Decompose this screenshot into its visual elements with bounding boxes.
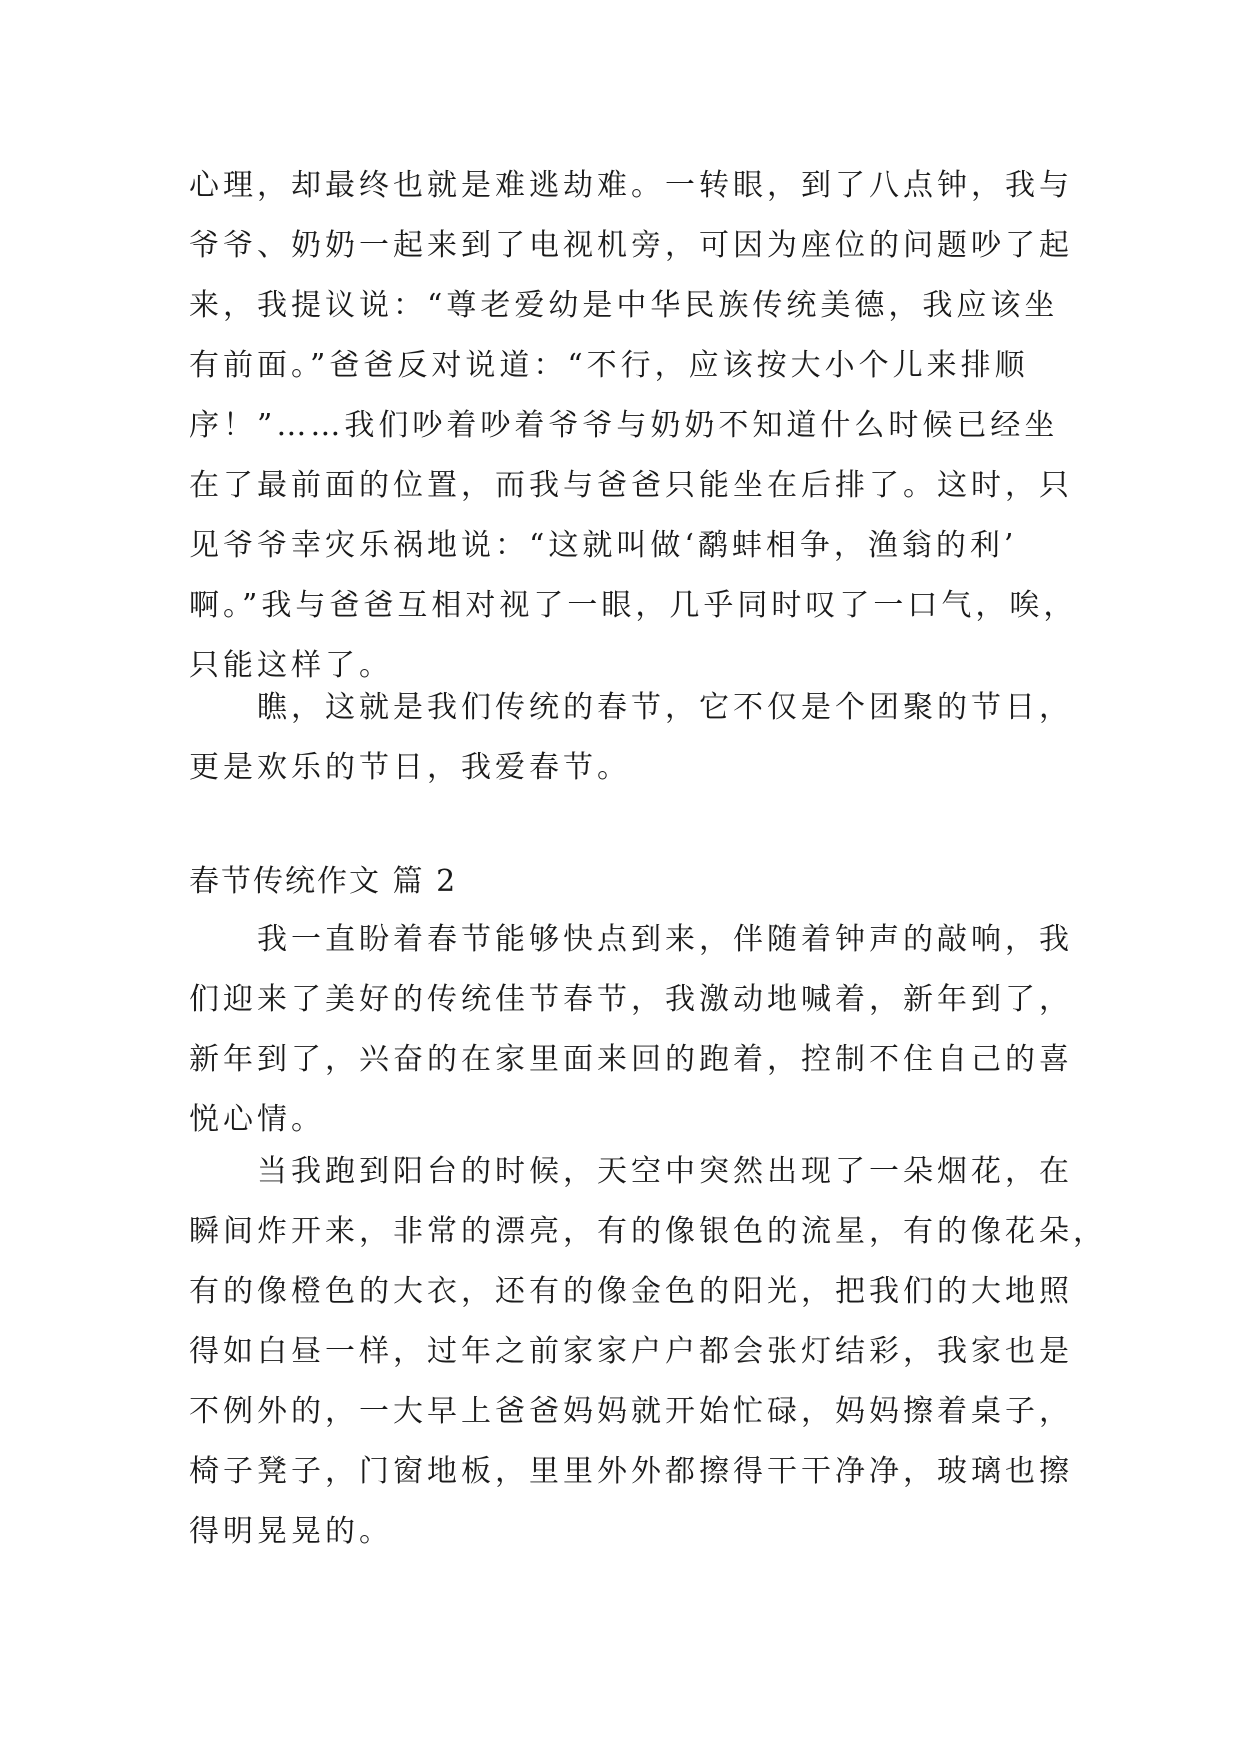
text-line: 悦心情。 <box>189 1102 325 1137</box>
text-line: 见爷爷幸灾乐祸地说：“这就叫做‘鹬蚌相争，渔翁的利’ <box>189 528 1018 563</box>
text-line: 我一直盼着春节能够快点到来，伴随着钟声的敲响，我 <box>257 922 1073 957</box>
text-line: 爷爷、奶奶一起来到了电视机旁，可因为座位的问题吵了起 <box>189 228 1073 263</box>
text-line: 序！”……我们吵着吵着爷爷与奶奶不知道什么时候已经坐 <box>189 408 1059 443</box>
text-line: 新年到了，兴奋的在家里面来回的跑着，控制不住自己的喜 <box>189 1042 1073 1077</box>
paragraph-4 <box>189 1142 1107 1562</box>
text-line: 得明晃晃的。 <box>189 1514 393 1549</box>
paragraph-2 <box>189 678 1073 798</box>
text-line: 更是欢乐的节日，我爱春节。 <box>189 750 631 785</box>
text-line: 来，我提议说：“尊老爱幼是中华民族传统美德，我应该坐 <box>189 288 1059 323</box>
text-line: 们迎来了美好的传统佳节春节，我激动地喊着，新年到了， <box>189 982 1073 1017</box>
text-line: 瞧，这就是我们传统的春节，它不仅是个团聚的节日， <box>257 690 1073 725</box>
text-line: 不例外的，一大早上爸爸妈妈就开始忙碌，妈妈擦着桌子， <box>189 1394 1073 1429</box>
text-line: 只能这样了。 <box>189 648 393 683</box>
text-line: 在了最前面的位置，而我与爸爸只能坐在后排了。这时，只 <box>189 468 1073 503</box>
text-line: 瞬间炸开来，非常的漂亮，有的像银色的流星，有的像花朵， <box>189 1214 1107 1249</box>
text-line: 有的像橙色的大衣，还有的像金色的阳光，把我们的大地照 <box>189 1274 1073 1309</box>
paragraph-1 <box>189 156 1078 696</box>
text-line: 当我跑到阳台的时候，天空中突然出现了一朵烟花，在 <box>257 1154 1073 1189</box>
text-line: 得如白昼一样，过年之前家家户户都会张灯结彩，我家也是 <box>189 1334 1073 1369</box>
text-line: 啊。”我与爸爸互相对视了一眼，几乎同时叹了一口气，唉， <box>189 588 1078 623</box>
text-line: 椅子凳子，门窗地板，里里外外都擦得干干净净，玻璃也擦 <box>189 1454 1073 1489</box>
paragraph-3 <box>189 910 1073 1150</box>
section-heading: 春节传统作文 篇 2 <box>189 864 458 899</box>
text-line: 心理，却最终也就是难逃劫难。一转眼，到了八点钟，我与 <box>189 168 1073 203</box>
text-line: 有前面。”爸爸反对说道：“不行，应该按大小个儿来排顺 <box>189 348 1029 383</box>
